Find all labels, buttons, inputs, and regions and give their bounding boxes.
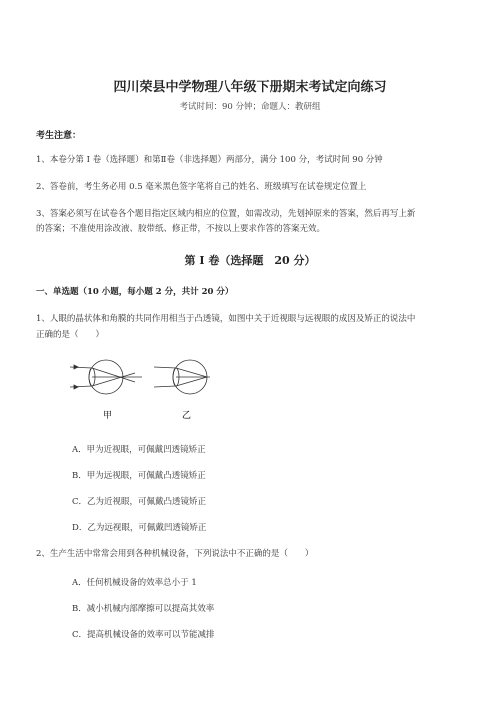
notice-item: 3、答案必须写在试卷各个题目指定区域内相应的位置，如需改动，先划掉原来的答案，然后再写上新 [36,209,416,219]
question-stem: 正确的是（ ） [36,330,105,340]
option-b[interactable]: B．甲为远视眼，可佩戴凸透镜矫正 [72,471,206,481]
option-d[interactable]: D．乙为远视眼，可佩戴凹透镜矫正 [72,523,207,533]
option-c[interactable]: C．乙为近视眼，可佩戴凸透镜矫正 [72,497,207,507]
section-title: 第 I 卷（选择题 20 分） [184,254,316,267]
notice-heading: 考生注意： [36,131,82,141]
eye-figure-jia [70,360,142,394]
section-subheading: 一、单选题（10 小题，每小题 2 分，共计 20 分） [36,287,234,297]
option-a[interactable]: A．任何机械设备的效率总小于 1 [72,578,197,588]
notice-item: 的答案；不准使用涂改液、胶带纸、修正带，不按以上要求作答的答案无效。 [36,224,326,234]
question-stem: 1、人眼的晶状体和角膜的共同作用相当于凸透镜，如图中关于近视眼与远视眼的成因及矫正的说法中 [36,314,416,324]
question-stem: 2、生产生活中常常会用到各种机械设备，下列说法中不正确的是（ ） [36,549,314,559]
option-c[interactable]: C．提高机械设备的效率可以节能减排 [72,630,215,640]
exam-info: 考试时间：90 分钟；命题人：教研组 [179,102,321,112]
option-b[interactable]: B．减小机械内部摩擦可以提高其效率 [72,604,215,614]
figure-label-yi: 乙 [182,411,192,421]
option-a[interactable]: A．甲为近视眼，可佩戴凹透镜矫正 [72,445,206,455]
figure-label-jia: 甲 [103,411,113,421]
eye-diagram [60,355,230,430]
page-title: 四川荣县中学物理八年级下册期末考试定向练习 [113,80,387,95]
notice-item: 1、本卷分第 I 卷（选择题）和第Ⅱ卷（非选择题）两部分，满分 100 分，考试时间 90 分钟 [36,155,383,165]
eye-figure-yi [154,360,210,394]
notice-item: 2、答卷前，考生务必用 0.5 毫米黑色签字笔将自己的姓名、班级填写在试卷规定位置上 [36,182,367,192]
